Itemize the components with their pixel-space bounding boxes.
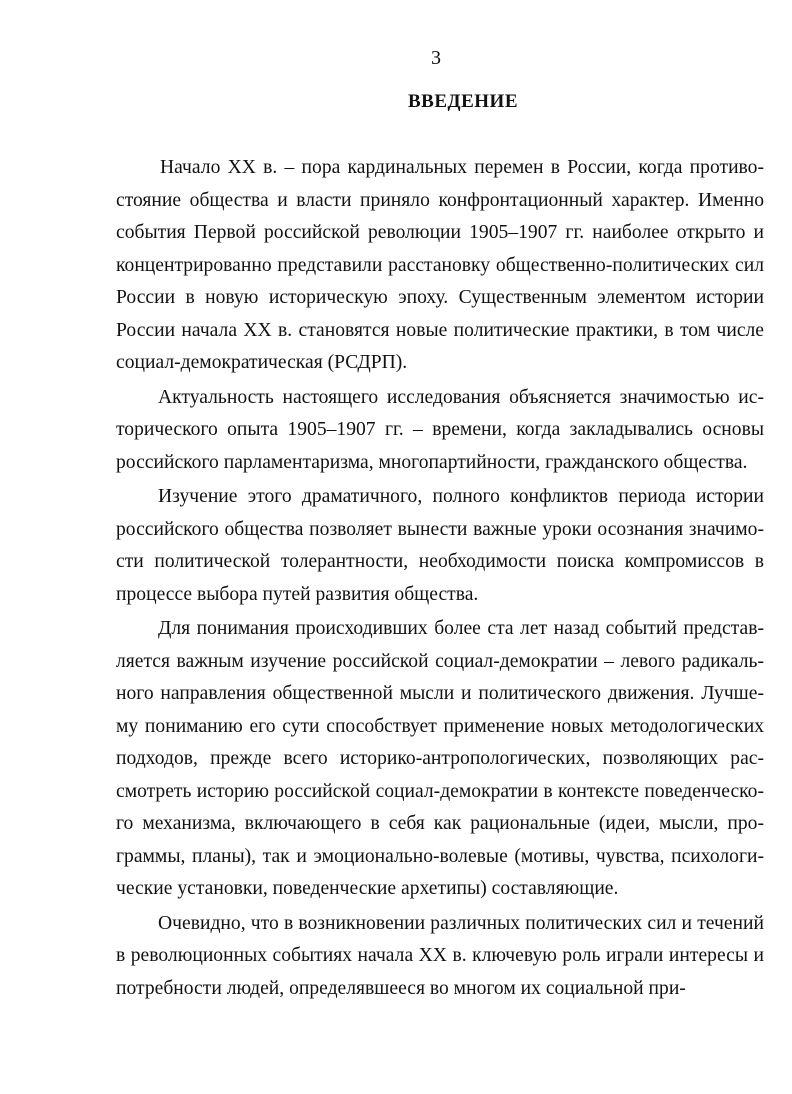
- paragraph-4: Для понимания происходивших более ста лет назад событий представляется важным изучение российской социал-демократии – левого радикального направления общественной мысли и политического движения. Лучшему пониманию его сути способствует применение новых методологических подходов, прежде всего историко-антропологических, позволяющих рассмотреть историю российской социал-демократии в контексте поведенческого механизма, включающего в себя как рациональные (идеи, мысли, программы, планы), так и эмоционально-волевые (мотивы, чувства, психологические установки, поведенческие архетипы) составляющие.: [116, 618, 764, 899]
- section-heading: ВВЕДЕНИЕ: [408, 91, 518, 112]
- paragraph-3: Изучение этого драматичного, полного конфликтов периода истории российского общества позволяет вынести важные уроки осознания значимости политической толерантности, необходимости поиска компромиссов в процессе выбора путей развития общества.: [116, 486, 764, 605]
- paragraph-1: Начало XX в. – пора кардинальных перемен в России, когда противостояние общества и власти приняло конфронтационный характер. Именно события Первой российской революции 1905–1907 гг. наиболее открыто и концентрированно представили расстановку общественно-политических сил России в новую историческую эпоху. Существенным элементом истории России начала XX в. становятся новые политические практики, в том числе социал-демократическая (РСДРП).: [116, 157, 764, 373]
- page-number: 3: [431, 47, 441, 69]
- paragraph-2: Актуальность настоящего исследования объясняется значимостью исторического опыта 1905–1907 гг. – времени, когда закладывались основы российского парламентаризма, многопартийности, гражданского общества.: [116, 386, 764, 473]
- body-text: [116, 152, 764, 1005]
- paragraph-5: Очевидно, что в возникновении различных политических сил и течений в революционных событиях начала XX в. ключевую роль играли интересы и потребности людей, определявшееся во многом их социальной при-: [116, 912, 764, 999]
